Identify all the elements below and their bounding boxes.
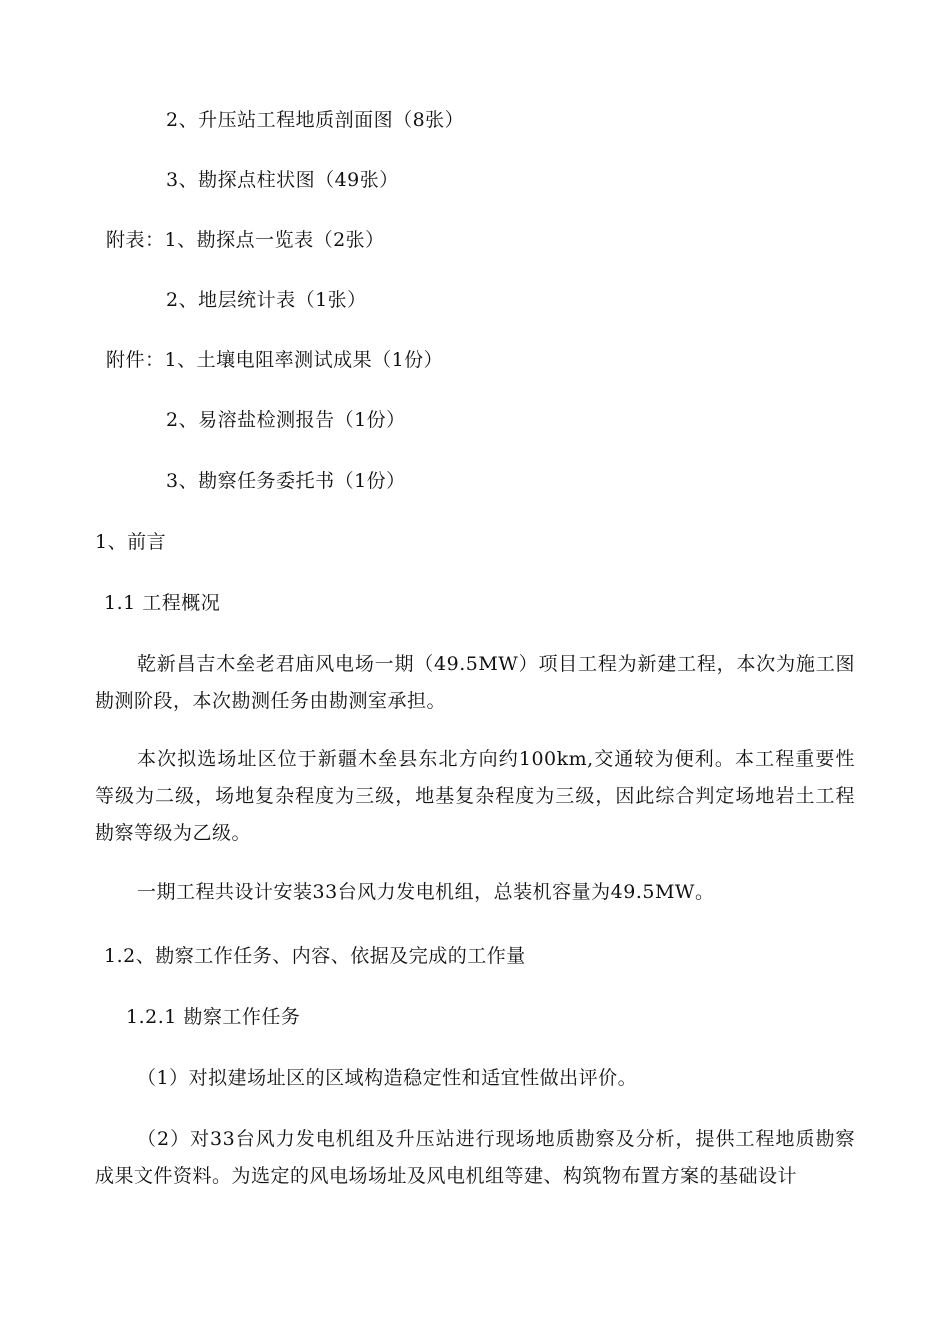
annex-list-item-2: 2、易溶盐检测报告（1份） <box>166 409 406 431</box>
subsection-heading-project-overview: 1.1 工程概况 <box>104 592 221 614</box>
subsection-heading-survey-tasks: 1.2、勘察工作任务、内容、依据及完成的工作量 <box>104 945 526 967</box>
table-list-item-1: 附表：1、勘探点一览表（2张） <box>106 229 385 251</box>
task-item-1: （1）对拟建场址区的区域构造稳定性和适宜性做出评价。 <box>137 1067 638 1089</box>
annex-list-item-3: 3、勘察任务委托书（1份） <box>166 470 406 492</box>
task-item-2: （2）对33台风力发电机组及升压站进行现场地质勘察及分析，提供工程地质勘察成果文件资料。为选定的风电场场址及风电机组等建、构筑物布置方案的基础设计 <box>95 1128 855 1187</box>
table-list-item-2: 2、地层统计表（1张） <box>166 289 367 311</box>
figure-list-item-2: 2、升压站工程地质剖面图（8张） <box>166 109 465 131</box>
section-heading-preface: 1、前言 <box>95 531 167 553</box>
annex-list-item-1: 附件：1、土壤电阻率测试成果（1份） <box>106 349 444 371</box>
paragraph-site-location: 本次拟选场址区位于新疆木垒县东北方向约100km,交通较为便利。本工程重要性等级为二级，场地复杂程度为三级，地基复杂程度为三级，因此综合判定场地岩土工程勘察等级为乙级。 <box>95 748 855 844</box>
paragraph-project-intro: 乾新昌吉木垒老君庙风电场一期（49.5MW）项目工程为新建工程，本次为施工图勘测阶段，本次勘测任务由勘测室承担。 <box>95 653 855 712</box>
subsubsection-heading-survey-task: 1.2.1 勘察工作任务 <box>126 1006 301 1028</box>
figure-list-item-3: 3、勘探点柱状图（49张） <box>166 169 399 191</box>
paragraph-installed-capacity: 一期工程共设计安装33台风力发电机组，总装机容量为49.5MW。 <box>137 881 715 903</box>
